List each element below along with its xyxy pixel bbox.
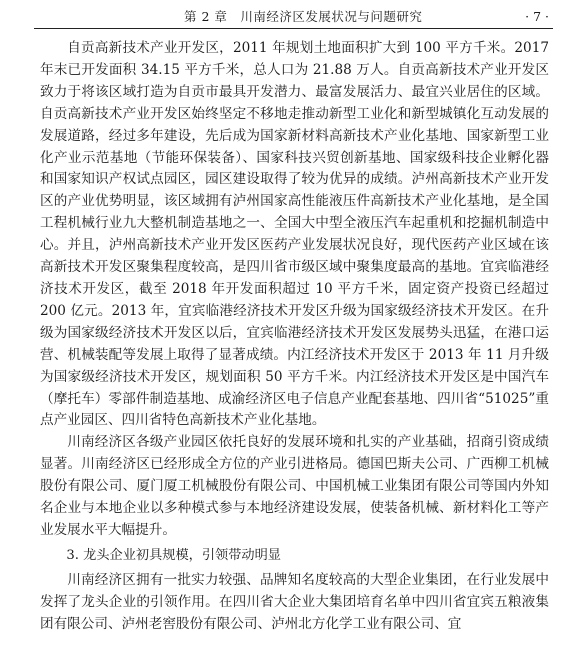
body-text <box>40 38 549 635</box>
paragraph: 川南经济区各级产业园区依托良好的发展环境和扎实的产业基础，招商引资成绩显著。川南经济区已经形成全方位的产业引进格局。德国巴斯夫公司、广西柳工机械股份有限公司、厦门厦工机械股份有限公司、中国机械工业集团有限公司等国内外知名企业与本地企业以多种模式参与本地经济建设发展，使装备机械、新材料化工等产业发展水平大幅提升。 <box>40 434 549 538</box>
chapter-title: 第 2 章 川南经济区发展状况与问题研究 <box>184 9 423 24</box>
running-header <box>34 6 553 29</box>
paragraph: 自贡高新技术产业开发区，2011 年规划土地面积扩大到 100 平方千米。2017 年末已开发面积 34.15 平方千米，总人口为 21.88 万人。自贡高新技术产业开发区致力于将该区域打造为自贡市最具开发潜力、最富发展活力、最宜兴业居住的区域。自贡高新技术产业开发区始终坚定不移地走推动新型工业化和新型城镇化互动发展的发展道路，经过多年建设，先后成为国家新材料高新技术产业化基地、国家新型工业化产业示范基地（节能环保装备）、国家科技兴贸创新基地、国家级科技企业孵化器和国家知识产权试点园区，园区建设取得了较为优异的成绩。泸州高新技术产业开发区的产业优势明显，该区域拥有泸州国家高性能液压件高新技术产业化基地，是全国工程机械行业九大整机制造基地之一、全国大中型全液压汽车起重机和挖掘机制造中心。并且，泸州高新技术产业开发区医药产业发展状况良好，现代医药产业区域在该高新技术开发区聚集程度较高，是四川省市级区域中聚集度最高的基地。宜宾临港经济技术开发区，截至 2018 年开发面积超过 10 平方千米，固定资产投资已经超过 200 亿元。2013 年，宜宾临港经济技术开发区升级为国家级经济技术开发区。在升级为国家级经济技术开发区以后，宜宾临港经济技术开发区发展势头迅猛，在港口运营、机械装配等发展上取得了显著成绩。内江经济技术开发区于 2013 年 11 月升级为国家级经济技术开发区，规划面积 50 平方千米。内江经济技术开发区是中国汽车（摩托车）零部件制造基地、成渝经济区电子信息产业配套基地、四川省“51025”重点产业园区、四川省特色高新技术产业化基地。 <box>40 40 549 429</box>
paragraph: 川南经济区拥有一批实力较强、品牌知名度较高的大型企业集团，在行业发展中发挥了龙头企业的引领作用。在四川省大企业大集团培育名单中四川省宜宾五粮液集团有限公司、泸州老窖股份有限公司、泸州北方化学工业有限公司、宜 <box>40 571 549 632</box>
page-number: · 7 · <box>525 9 549 24</box>
section-heading: 3. 龙头企业初具规模，引领带动明显 <box>66 547 281 563</box>
